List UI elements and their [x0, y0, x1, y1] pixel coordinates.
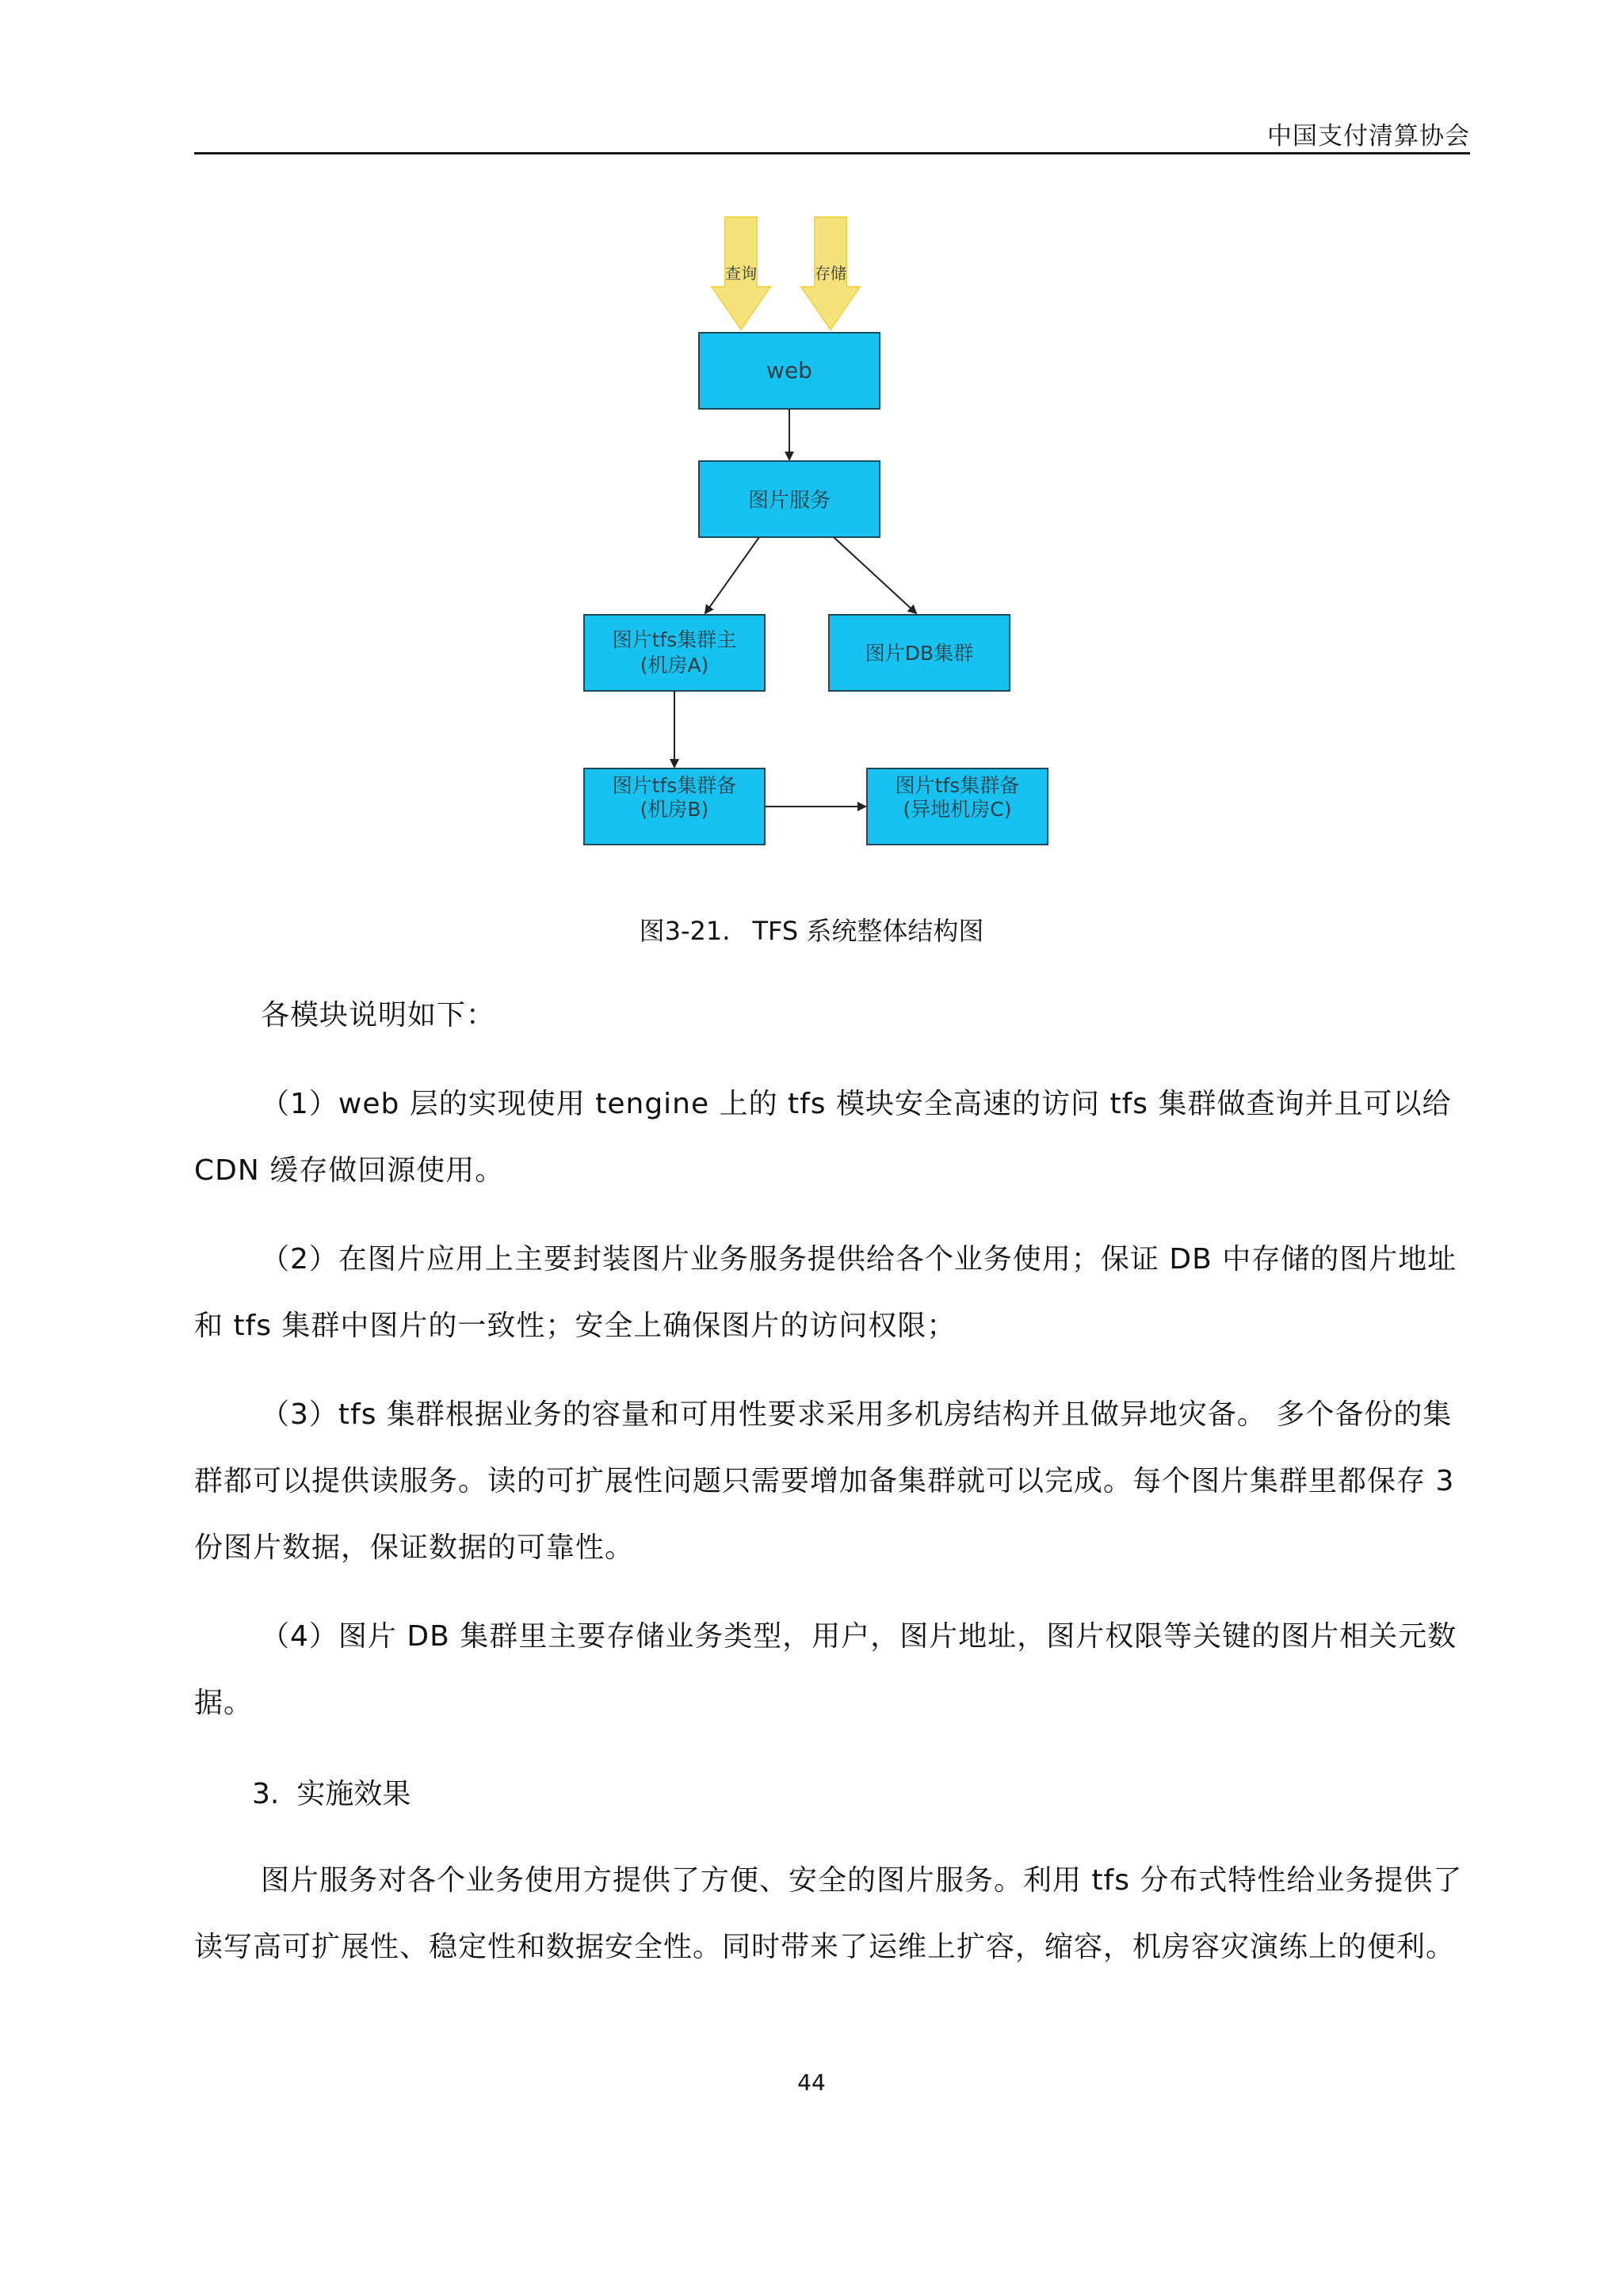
image-db-node	[829, 615, 1010, 691]
header-organization: 中国支付清算协会	[1267, 122, 1470, 151]
image-db-label: 图片DB集群	[865, 642, 974, 665]
section-title: 实施效果	[296, 1778, 411, 1810]
tfs-architecture-diagram	[0, 0, 1623, 879]
tfs-backup-c-node	[867, 769, 1048, 845]
effect-paragraph: 图片服务对各个业务使用方提供了方便、安全的图片服务。利用 tfs 分布式特性给业务提供了读写高可扩展性、稳定性和数据安全性。同时带来了运维上扩容，缩容，机房容灾演练上的便利。	[194, 1864, 1463, 1963]
figure-caption-title: TFS 系统整体结构图	[752, 916, 984, 946]
tfs-backup-c-room-label: (异地机房C)	[903, 798, 1012, 821]
query-arrow-label: 查询	[725, 264, 757, 283]
intro-paragraph: 各模块说明如下：	[261, 999, 496, 1032]
tfs-backup-b-label: 图片tfs集群备	[612, 774, 737, 797]
service-to-db-arrow	[834, 537, 916, 613]
item-4-paragraph: （4）图片 DB 集群里主要存储业务类型，用户，图片地址，图片权限等关键的图片相关元数据。	[194, 1620, 1457, 1719]
figure-caption-number: 图3-21.	[639, 916, 731, 946]
figure-caption	[0, 911, 1623, 948]
web-node	[699, 333, 880, 409]
query-input-arrow	[712, 217, 770, 330]
store-input-arrow	[801, 217, 860, 330]
page-number: 44	[797, 2069, 826, 2096]
image-service-node	[699, 461, 880, 537]
tfs-master-label: 图片tfs集群主	[612, 628, 737, 651]
web-node-label: web	[766, 357, 812, 383]
tfs-backup-c-label: 图片tfs集群备	[895, 774, 1020, 797]
item-1-paragraph: （1）web 层的实现使用 tengine 上的 tfs 模块安全高速的访问 tfs 集群做查询并且可以给 CDN 缓存做回源使用。	[194, 1088, 1452, 1187]
store-arrow-label: 存储	[815, 264, 846, 283]
service-to-tfs-master-arrow	[705, 537, 759, 613]
tfs-backup-b-node	[584, 769, 765, 845]
image-service-label: 图片服务	[747, 489, 831, 513]
item-3-paragraph: （3）tfs 集群根据业务的容量和可用性要求采用多机房结构并且做异地灾备。 多个备份的集群都可以提供读服务。读的可扩展性问题只需要增加备集群就可以完成。每个图片集群里都保存 3 份图片数据，保证数据的可靠性。	[194, 1398, 1455, 1564]
section-number: 3.	[252, 1778, 280, 1810]
tfs-master-node	[584, 615, 765, 691]
tfs-master-room-label: (机房A)	[640, 654, 709, 677]
tfs-backup-b-room-label: (机房B)	[640, 798, 709, 821]
section-heading	[252, 1772, 411, 1812]
item-2-paragraph: （2）在图片应用上主要封装图片业务服务提供给各个业务使用；保证 DB 中存储的图片地址和 tfs 集群中图片的一致性；安全上确保图片的访问权限；	[194, 1243, 1457, 1342]
